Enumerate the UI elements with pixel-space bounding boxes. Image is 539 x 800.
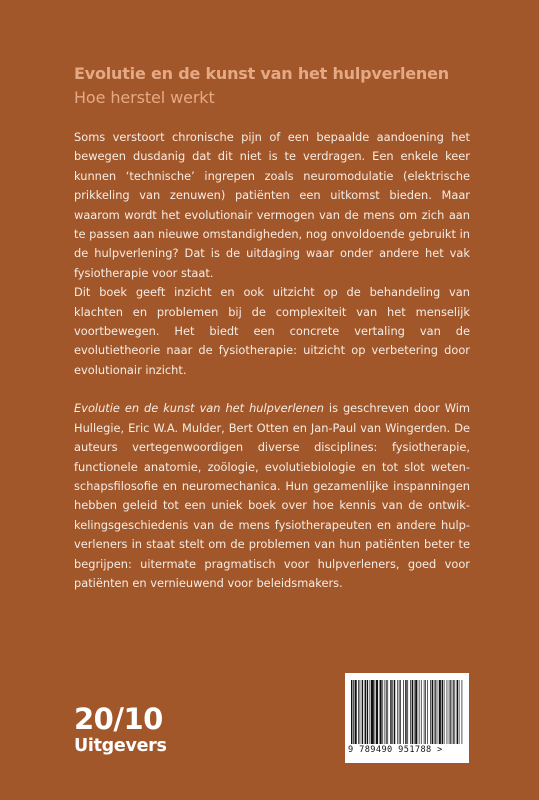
barcode-bar — [351, 680, 352, 744]
barcode-bar — [452, 680, 453, 744]
barcode-bar — [400, 680, 401, 744]
barcode-bar — [390, 680, 391, 744]
barcode-bar — [412, 680, 413, 744]
barcode-bar — [430, 680, 431, 744]
barcode-bar — [380, 680, 382, 744]
blurb-paragraph-2: Dit boek geeft inzicht en ook uitzicht op de behandeling van klachten en problemen bij de complexiteit van het menselijk voortbewegen. Het biedt een concrete vertaling van de evolutietheorie naar de fysiotherapie: uitzicht op verbetering door evolutionair inzicht. — [74, 285, 470, 377]
barcode-bar — [397, 680, 398, 744]
publisher-name: Uitgevers — [74, 736, 167, 756]
barcode-bar — [437, 680, 438, 744]
barcode-bar — [405, 680, 406, 744]
barcode-bar — [462, 680, 463, 744]
barcode-bar — [394, 680, 395, 744]
barcode-bar — [399, 680, 400, 744]
publisher-number: 20/10 — [74, 702, 163, 736]
barcode-bar — [382, 680, 383, 744]
barcode-bar — [358, 680, 359, 744]
barcode-bar — [355, 680, 357, 744]
barcode-bar — [427, 680, 428, 744]
blurb — [74, 128, 470, 593]
barcode-bar — [424, 680, 425, 744]
blurb-paragraph-1: Soms verstoort chronische pijn of een bepaalde aandoening het bewegen dusdanig dat dit niet is te verdragen. Een enkele keer kunnen ‘technische’ ingrepen zoals neuromodulatie (elektrische prikkeling van zenuwen) patiënten een uitkomst bieden. Maar waarom wordt het evolutionair vermogen van de mens om zich aan te passen aan nieuwe omstandigheden, nog onvoldoende gebruikt in de hulpverlening? Dat is de uitdaging waar onder andere het vak fysiotherapie voor staat. — [74, 130, 470, 280]
book-subtitle: Hoe herstel werkt — [74, 88, 215, 107]
paragraph-spacer — [74, 380, 470, 399]
barcode-bar — [457, 680, 458, 744]
barcode-bar — [387, 680, 388, 744]
barcode-bar — [392, 680, 393, 744]
barcode-bar — [432, 680, 433, 744]
barcode-bar — [371, 680, 374, 744]
barcode-bar — [362, 680, 363, 744]
barcode-bar — [365, 680, 366, 744]
blurb-paragraph-3-text: is geschreven door Wim Hullegie, Eric W.A. Mulder, Bert Otten en Jan-Paul van Wingerden. De auteurs vertegenwoordigen diverse disciplines: fysiotherapie, functionele anatomie, zoölogie, evolutiebiologie en tot slot wetenschapsfilosofie en neuromechanica. Hun gezamenlijke inspanningen hebben geleid tot een uniek boek over hoe kennis van de ontwikkelingsgeschiedenis van de mens fysiotherapeuten en andere hulpverleners in staat stelt om de problemen van hun patiënten beter te begrijpen: uitermate pragmatisch voor hulpverleners, goed voor patiënten en vernieuwend voor beleidsmakers. — [74, 401, 470, 590]
barcode-bar — [410, 680, 411, 744]
barcode-bar — [435, 680, 436, 744]
barcode-bar — [385, 680, 386, 744]
barcode-bar — [415, 680, 417, 744]
barcode-bar — [447, 680, 448, 744]
barcode-bar — [454, 680, 455, 744]
blurb-paragraph-3 — [74, 399, 470, 593]
barcode-bar — [367, 680, 368, 744]
barcode-bar — [375, 680, 376, 744]
barcode-bar — [419, 680, 420, 744]
barcode-bar — [459, 680, 460, 744]
isbn-digits: 9 789490 951788 > — [348, 745, 443, 755]
barcode-bar — [403, 680, 404, 744]
barcode-bar — [453, 680, 454, 744]
barcode-bar — [442, 680, 443, 744]
barcode-bars — [351, 680, 463, 744]
barcode-bar — [360, 680, 361, 744]
book-title: Evolutie en de kunst van het hulpverlenen — [74, 64, 449, 83]
barcode-bar — [376, 680, 378, 744]
barcode-bar — [353, 680, 354, 744]
barcode-bar — [449, 680, 450, 744]
barcode-bar — [444, 680, 445, 744]
barcode-bar — [414, 680, 415, 744]
barcode-bar — [450, 680, 451, 744]
book-title-italic: Evolutie en de kunst van het hulpverlenen — [74, 401, 324, 416]
barcode-bar — [407, 680, 408, 744]
barcode-bar — [421, 680, 422, 744]
isbn-barcode — [345, 673, 469, 763]
barcode-bar — [386, 680, 387, 744]
barcode-bar — [370, 680, 371, 744]
publisher-logo — [74, 704, 167, 756]
barcode-bar — [425, 680, 426, 744]
barcode-bar — [434, 680, 435, 744]
barcode-bar — [439, 680, 441, 744]
